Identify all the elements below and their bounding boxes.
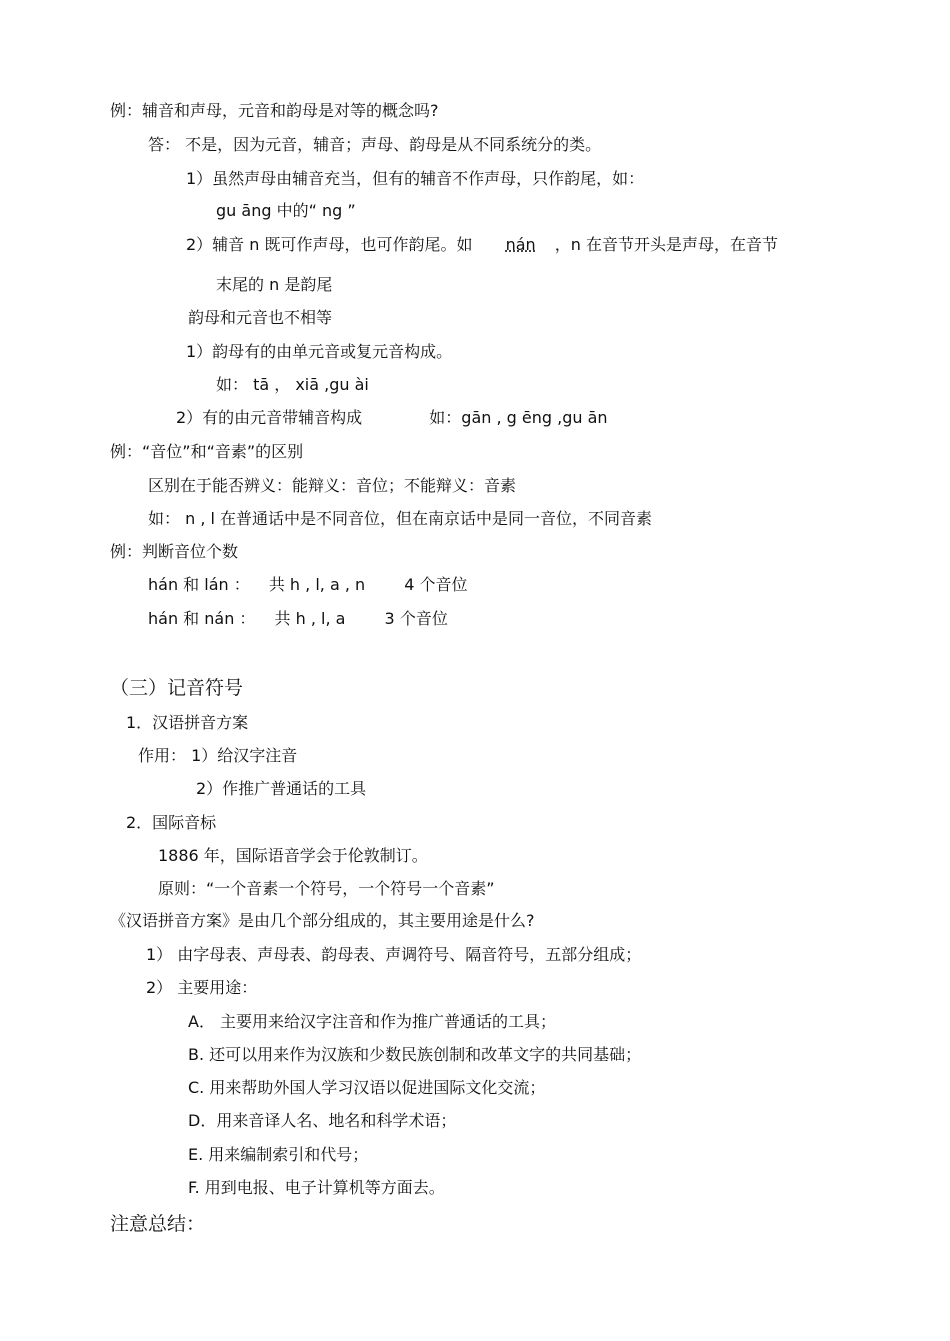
pinyin-scheme-item: 1．汉语拼音方案 <box>126 713 249 732</box>
pinyin-use-1: 作用： 1）给汉字注音 <box>138 746 298 765</box>
pinyin-use-2: 2）作推广普通话的工具 <box>196 779 367 798</box>
section-heading: （三）记音符号 <box>110 677 244 699</box>
count-row-1-set: 共 h , l, a , n <box>268 575 366 594</box>
final-vowel-point-2-example: 如：gān , g ēng ,gu ān <box>429 408 608 427</box>
count-row-1 <box>148 575 468 595</box>
final-vowel-heading: 韵母和元音也不相等 <box>188 308 333 327</box>
count-row-2-set: 共 h , l, a <box>274 609 346 628</box>
pinyin-answer-2: 2） 主要用途： <box>146 978 258 997</box>
use-item-c: C. 用来帮助外国人学习汉语以促进国际文化交流； <box>188 1078 546 1097</box>
use-item-b: B. 还可以用来作为汉族和少数民族创制和改革文字的共同基础； <box>188 1045 642 1064</box>
pinyin-answer-1: 1） 由字母表、声母表、韵母表、声调符号、隔音符号，五部分组成； <box>146 945 642 964</box>
question-phoneme: 例：“音位”和“音素”的区别 <box>110 442 304 461</box>
final-vowel-point-1: 1）韵母有的由单元音或复元音构成。 <box>186 342 453 361</box>
question-count-phonemes: 例：判断音位个数 <box>110 542 239 561</box>
use-item-f: F. 用到电报、电子计算机等方面去。 <box>188 1178 445 1197</box>
point-1-example: gu āng 中的“ ng ” <box>216 201 356 220</box>
final-vowel-point-2-text: 2）有的由元音带辅音构成 <box>176 408 363 427</box>
point-2-tail: ，n 在音节开头是声母，在音节 <box>554 235 779 254</box>
ipa-year: 1886 年，国际语音学会于伦敦制订。 <box>158 846 428 865</box>
question-pinyin-scheme: 《汉语拼音方案》是由几个部分组成的，其主要用途是什么? <box>110 911 535 930</box>
count-row-2 <box>148 609 448 629</box>
count-row-2-total: 3 个音位 <box>384 609 448 628</box>
ipa-principle: 原则：“一个音素一个符号，一个符号一个音素” <box>158 879 495 898</box>
question-consonant-initial: 例：辅音和声母，元音和韵母是对等的概念吗? <box>110 101 439 120</box>
final-vowel-point-1-example: 如： tā ， xiā ,gu ài <box>216 375 369 394</box>
final-vowel-point-2 <box>176 408 608 428</box>
use-item-a: A． 主要用来给汉字注音和作为推广普通话的工具； <box>188 1012 557 1031</box>
point-2-text: 2）辅音 n 既可作声母，也可作韵尾。如 <box>186 235 473 254</box>
count-row-2-words: hán 和 nán ： <box>148 609 256 628</box>
point-2-example-word: nán <box>505 235 536 254</box>
phoneme-example: 如： n , l 在普通话中是不同音位，但在南京话中是同一音位，不同音素 <box>148 509 653 528</box>
use-item-e: E. 用来编制索引和代号； <box>188 1145 369 1164</box>
point-2-continued: 末尾的 n 是韵尾 <box>216 275 333 294</box>
point-2 <box>186 235 778 255</box>
answer-consonant-initial: 答： 不是，因为元音，辅音；声母、韵母是从不同系统分的类。 <box>148 135 602 154</box>
summary-note: 注意总结： <box>110 1213 206 1235</box>
use-item-d: D．用来音译人名、地名和科学术语； <box>188 1111 457 1130</box>
phoneme-difference: 区别在于能否辨义：能辩义：音位；不能辩义：音素 <box>148 476 517 495</box>
ipa-item: 2．国际音标 <box>126 813 217 832</box>
count-row-1-words: hán 和 lán ： <box>148 575 250 594</box>
count-row-1-total: 4 个音位 <box>404 575 468 594</box>
point-1: 1）虽然声母由辅音充当，但有的辅音不作声母，只作韵尾，如： <box>186 169 645 188</box>
